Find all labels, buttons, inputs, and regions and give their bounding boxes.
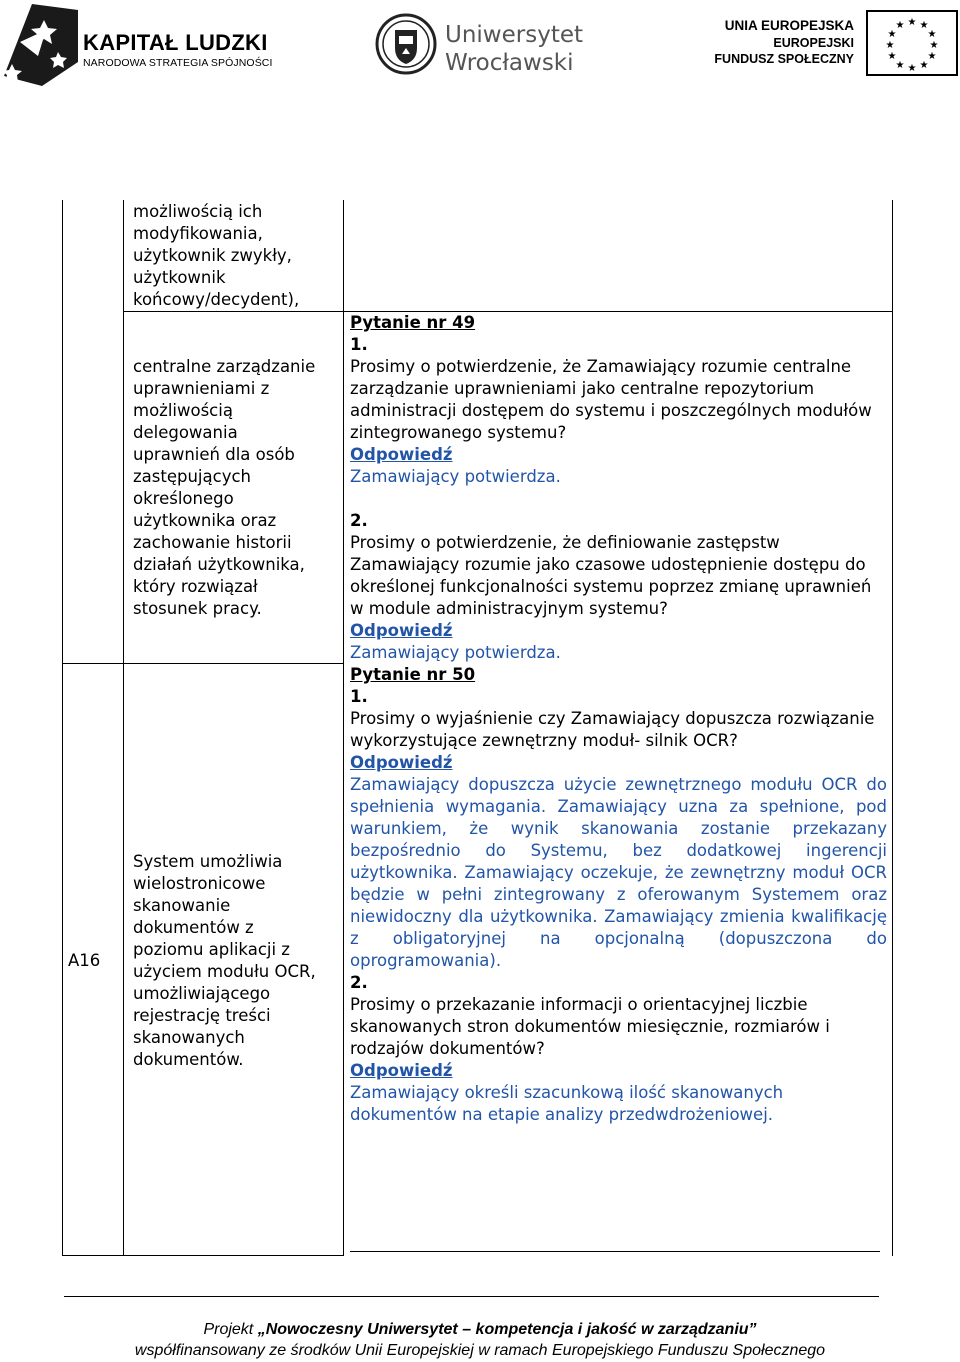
answer-text: Zamawiający potwierdza. bbox=[350, 467, 561, 486]
text-line: modyfikowania, bbox=[133, 224, 263, 243]
table-border-bottom bbox=[62, 1255, 344, 1256]
left-cell-block2 bbox=[133, 356, 338, 620]
svg-text:★: ★ bbox=[919, 20, 929, 31]
text-line: rejestrację treści bbox=[133, 1006, 271, 1025]
item-number: 2. bbox=[350, 511, 368, 530]
text-line: dokumentów z bbox=[133, 918, 254, 937]
question-heading: Pytanie nr 49 bbox=[350, 313, 476, 332]
question-heading: Pytanie nr 50 bbox=[350, 665, 476, 684]
uniwersytet-wroclawski-logo bbox=[375, 8, 585, 82]
svg-text:★: ★ bbox=[885, 40, 895, 51]
answer-label: Odpowiedź bbox=[350, 753, 453, 772]
question-text: Prosimy o wyjaśnienie czy Zamawiający dopuszcza rozwiązanie wykorzystujące zewnętrzny moduł- silnik OCR? bbox=[350, 709, 875, 750]
footer-project-prefix: Projekt bbox=[203, 1321, 258, 1338]
university-crest-icon bbox=[375, 8, 437, 80]
question-49-block bbox=[350, 312, 887, 664]
table-divider-1 bbox=[123, 200, 124, 1256]
svg-text:★: ★ bbox=[887, 51, 897, 62]
text-line: stosunek pracy. bbox=[133, 599, 262, 618]
text-line: dokumentów. bbox=[133, 1050, 244, 1069]
footer-funding-line: współfinansowany ze środków Unii Europejskiej w ramach Europejskiego Funduszu Społecznego bbox=[134, 1342, 826, 1359]
left-cell-block1 bbox=[133, 201, 338, 311]
text-line: końcowy/decydent), bbox=[133, 290, 300, 309]
svg-text:★: ★ bbox=[887, 29, 897, 40]
text-line: poziomu aplikacji z bbox=[133, 940, 290, 959]
text-line: uprawnień dla osób bbox=[133, 445, 295, 464]
eu-logo-line3: FUNDUSZ SPOŁECZNY bbox=[714, 52, 854, 66]
table-divider-2 bbox=[343, 200, 344, 1256]
question-text: Prosimy o przekazanie informacji o orientacyjnej liczbie skanowanych stron dokumentów miesięcznie, rozmiarów i rodzajów dokumentów? bbox=[350, 995, 830, 1058]
eu-social-fund-logo bbox=[714, 6, 958, 78]
text-line: zachowanie historii bbox=[133, 533, 292, 552]
svg-text:★: ★ bbox=[927, 51, 937, 62]
text-line: centralne zarządzanie bbox=[133, 357, 316, 376]
text-line: wielostronicowe bbox=[133, 874, 266, 893]
text-line: System umożliwia bbox=[133, 852, 283, 871]
svg-text:★: ★ bbox=[919, 60, 929, 71]
svg-text:★: ★ bbox=[927, 29, 937, 40]
text-line: użytkownik zwykły, bbox=[133, 246, 292, 265]
text-line: uprawnieniami z bbox=[133, 379, 270, 398]
eu-flag-icon bbox=[866, 10, 958, 76]
kapital-ludzki-title: KAPITAŁ LUDZKI bbox=[83, 30, 268, 55]
signature-line bbox=[350, 1251, 880, 1252]
question-text: Prosimy o potwierdzenie, że Zamawiający rozumie centralne zarządzanie uprawnieniami jako centralne repozytorium administracji dostępem do systemu i poszczególnych modułów zintegrowanego systemu? bbox=[350, 357, 872, 442]
university-name-line1: Uniwersytet bbox=[445, 22, 583, 48]
svg-text:★: ★ bbox=[895, 20, 905, 31]
answer-text: Zamawiający dopuszcza użycie zewnętrznego modułu OCR do spełnienia wymagania. Zamawiający uzna za spełnione, pod warunkiem, że wynik skanowania zostanie przekazany bezpośrednio do Systemu, bez dodatkowej ingerencji użytkownika. Zamawiający oczekuje, że zewnętrzny moduł OCR będzie w pełni zintegrowany z oferowanym Systemem oraz niewidoczny dla użytkownika. Zamawiający zmienia kwalifikację z obligatoryjnej na opcjonalną (dopuszczona do oprogramowania). bbox=[350, 775, 887, 970]
answer-label: Odpowiedź bbox=[350, 445, 453, 464]
answer-label: Odpowiedź bbox=[350, 621, 453, 640]
text-line: użytkownika oraz bbox=[133, 511, 277, 530]
kapital-ludzki-emblem-icon bbox=[2, 2, 80, 88]
text-line: zastępujących bbox=[133, 467, 251, 486]
answer-label: Odpowiedź bbox=[350, 1061, 453, 1080]
svg-text:★: ★ bbox=[929, 40, 939, 51]
text-line: możliwością bbox=[133, 401, 233, 420]
text-line: umożliwiającego bbox=[133, 984, 271, 1003]
table-border-right bbox=[892, 200, 893, 1256]
row-id: A16 bbox=[68, 951, 101, 970]
kapital-ludzki-logo bbox=[2, 2, 292, 90]
svg-text:★: ★ bbox=[907, 17, 917, 28]
kapital-ludzki-subtitle: NARODOWA STRATEGIA SPÓJNOŚCI bbox=[83, 57, 273, 69]
answer-text: Zamawiający potwierdza. bbox=[350, 643, 561, 662]
text-line: użytkownik bbox=[133, 268, 226, 287]
question-text: Prosimy o potwierdzenie, że definiowanie zastępstw Zamawiający rozumie jako czasowe udostępnienie dostępu do określonej funkcjonalności systemu poprzez zmianę uprawnień w module administracyjnym systemu? bbox=[350, 533, 872, 618]
text-line: skanowanie bbox=[133, 896, 231, 915]
text-line: określonego bbox=[133, 489, 234, 508]
table-border-left bbox=[62, 200, 63, 1256]
text-line: który rozwiązał bbox=[133, 577, 258, 596]
blank-line bbox=[350, 488, 887, 510]
footer-project-line bbox=[0, 1321, 960, 1339]
question-50-block bbox=[350, 664, 887, 1126]
text-line: działań użytkownika, bbox=[133, 555, 305, 574]
item-number: 2. bbox=[350, 973, 368, 992]
text-line: możliwością ich bbox=[133, 202, 263, 221]
text-line: skanowanych bbox=[133, 1028, 245, 1047]
svg-text:★: ★ bbox=[907, 63, 917, 74]
item-number: 1. bbox=[350, 335, 368, 354]
eu-logo-line2: EUROPEJSKI bbox=[773, 36, 854, 50]
text-line: użyciem modułu OCR, bbox=[133, 962, 316, 981]
eu-logo-line1: UNIA EUROPEJSKA bbox=[724, 18, 854, 33]
university-name-line2: Wrocławski bbox=[445, 50, 574, 76]
footer-rule bbox=[64, 1296, 879, 1297]
item-number: 1. bbox=[350, 687, 368, 706]
answer-text: Zamawiający określi szacunkową ilość skanowanych dokumentów na etapie analizy przedwdrożeniowej. bbox=[350, 1083, 784, 1124]
text-line: delegowania bbox=[133, 423, 238, 442]
row-separator-2 bbox=[62, 663, 344, 664]
left-cell-block3 bbox=[133, 851, 338, 1071]
svg-text:★: ★ bbox=[895, 60, 905, 71]
footer-project-name: „Nowoczesny Uniwersytet – kompetencja i jakość w zarządzaniu” bbox=[257, 1321, 757, 1338]
